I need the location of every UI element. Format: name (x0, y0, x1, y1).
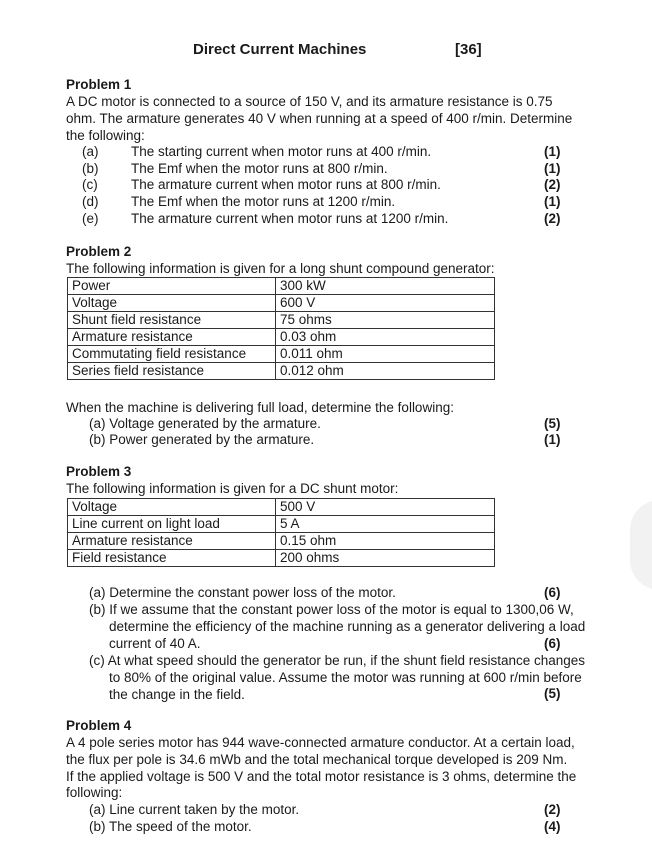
problem-4-question: (b) The speed of the motor. (89, 819, 252, 834)
table-row (68, 516, 495, 533)
table-row (68, 329, 495, 346)
problem-2-question: (b) Power generated by the armature. (89, 432, 315, 447)
table-cell-value: 0.15 ohm (276, 533, 495, 550)
question-marks: (5) (544, 416, 561, 431)
table-cell-value: 300 kW (276, 278, 495, 295)
question-line: current of 40 A. (109, 635, 201, 651)
question-text: The armature current when motor runs at 1200 r/min. (131, 211, 449, 226)
question-line: determine the efficiency of the machine running as a generator delivering a load (109, 618, 586, 634)
table-row (68, 278, 495, 295)
problem-2-heading: Problem 2 (66, 244, 132, 259)
generator-data-table (67, 277, 495, 380)
question-marks: (2) (544, 802, 561, 817)
table-cell-value: 200 ohms (276, 550, 495, 567)
problem-4-text (66, 735, 614, 802)
problem-1-line: A DC motor is connected to a source of 150 V, and its armature resistance is 0.75 (66, 94, 553, 109)
question-label: (a) (82, 144, 99, 159)
problem-1-text (66, 94, 614, 144)
problem-4-heading: Problem 4 (66, 718, 132, 733)
table-cell-label: Armature resistance (68, 329, 276, 346)
problem-3-heading: Problem 3 (66, 464, 132, 479)
table-cell-label: Power (68, 278, 276, 295)
question-marks: (2) (544, 177, 561, 192)
problem-1-line: ohm. The armature generates 40 V when running at a speed of 400 r/min. Determine (66, 110, 573, 126)
question-marks: (6) (544, 636, 561, 651)
question-label: (b) (82, 161, 99, 176)
problem-4-line: the flux per pole is 34.6 mWb and the total mechanical torque developed is 209 Nm. (66, 751, 568, 767)
table-cell-value: 5 A (276, 516, 495, 533)
table-row (68, 295, 495, 312)
question-line: to 80% of the original value. Assume the motor was running at 600 r/min before (109, 669, 582, 685)
question-text: The armature current when motor runs at 800 r/min. (131, 177, 441, 192)
question-marks: (1) (544, 144, 561, 159)
table-cell-label: Field resistance (68, 550, 276, 567)
question-line: (b) If we assume that the constant power loss of the motor is equal to 1300,06 W, (89, 602, 574, 617)
table-row (68, 346, 495, 363)
question-marks: (2) (544, 211, 561, 226)
motor-data-table (67, 498, 495, 567)
question-marks: (1) (544, 194, 561, 209)
table-row (68, 533, 495, 550)
table-cell-label: Voltage (68, 295, 276, 312)
table-cell-value: 600 V (276, 295, 495, 312)
question-text: The Emf when the motor runs at 800 r/min. (131, 161, 388, 176)
question-text: The starting current when motor runs at 400 r/min. (131, 144, 432, 159)
problem-2-instruction: When the machine is delivering full load, determine the following: (66, 400, 454, 415)
question-marks: (1) (544, 161, 561, 176)
problem-4-line: following: (66, 785, 123, 801)
question-label: (c) (82, 177, 98, 192)
problem-3-question-c (89, 653, 619, 703)
problem-3-question-b (89, 602, 619, 652)
table-row (68, 363, 495, 380)
problem-1-line: the following: (66, 127, 145, 143)
question-marks: (1) (544, 432, 561, 447)
title-row (0, 41, 652, 61)
table-cell-value: 0.011 ohm (276, 346, 495, 363)
table-row (68, 312, 495, 329)
table-cell-value: 500 V (276, 499, 495, 516)
question-marks: (4) (544, 819, 561, 834)
table-cell-value: 0.03 ohm (276, 329, 495, 346)
problem-2-intro: The following information is given for a long shunt compound generator: (66, 261, 495, 276)
problem-4-line: If the applied voltage is 500 V and the total motor resistance is 3 ohms, determine the (66, 768, 577, 784)
question-label: (d) (82, 194, 99, 209)
question-marks: (5) (544, 686, 561, 701)
problem-3-intro: The following information is given for a DC shunt motor: (66, 481, 399, 496)
question-label: (e) (82, 211, 99, 226)
table-cell-value: 75 ohms (276, 312, 495, 329)
problem-4-question: (a) Line current taken by the motor. (89, 802, 300, 817)
problem-3-question-a: (a) Determine the constant power loss of the motor. (89, 585, 396, 600)
question-marks: (6) (544, 585, 561, 600)
table-cell-value: 0.012 ohm (276, 363, 495, 380)
question-line: (c) At what speed should the generator be run, if the shunt field resistance changes (89, 653, 586, 668)
problem-2-question: (a) Voltage generated by the armature. (89, 416, 321, 431)
edge-shadow (630, 500, 652, 590)
page-title: Direct Current Machines (193, 41, 367, 58)
question-line: the change in the field. (109, 686, 245, 702)
problem-4-line: A 4 pole series motor has 944 wave-connected armature conductor. At a certain load, (66, 735, 575, 750)
table-cell-label: Shunt field resistance (68, 312, 276, 329)
question-text: The Emf when the motor runs at 1200 r/min. (131, 194, 396, 209)
table-cell-label: Armature resistance (68, 533, 276, 550)
problem-1-heading: Problem 1 (66, 77, 132, 92)
table-row (68, 499, 495, 516)
table-cell-label: Voltage (68, 499, 276, 516)
table-row (68, 550, 495, 567)
table-cell-label: Line current on light load (68, 516, 276, 533)
table-cell-label: Commutating field resistance (68, 346, 276, 363)
table-cell-label: Series field resistance (68, 363, 276, 380)
total-marks: [36] (455, 41, 482, 58)
